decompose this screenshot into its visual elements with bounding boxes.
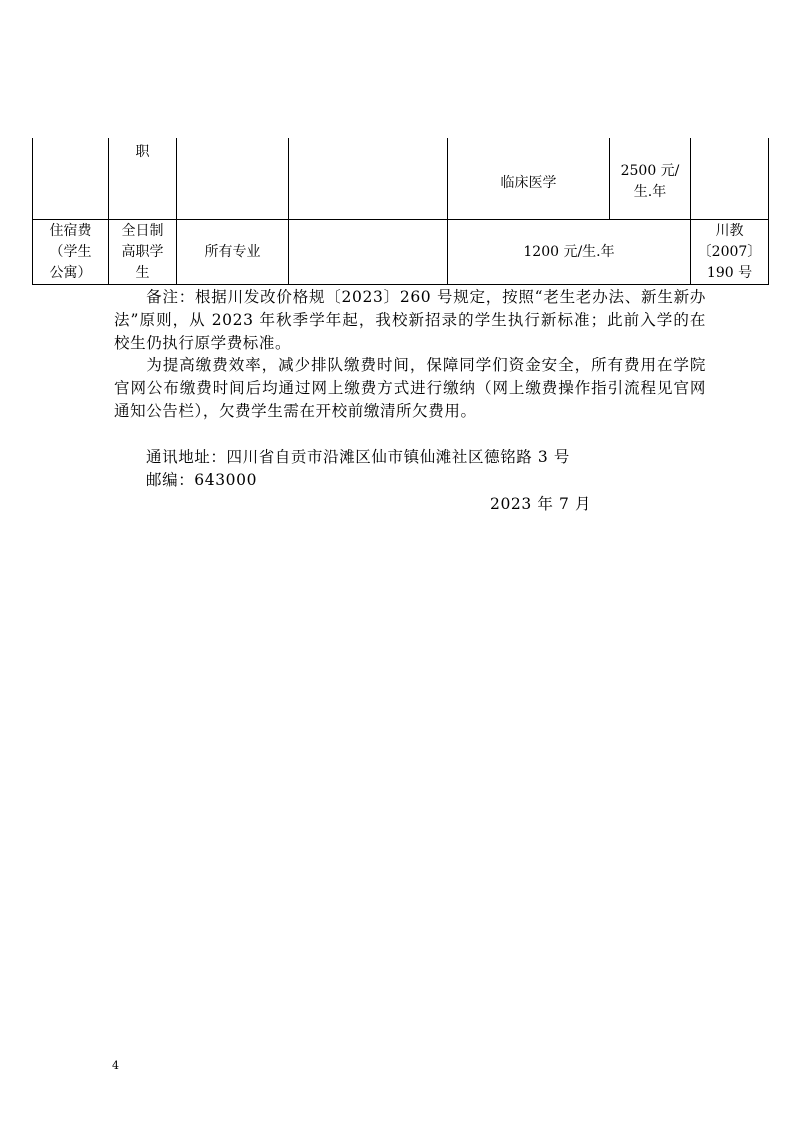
col-divider <box>288 138 289 285</box>
education-level-cell: 全日制 高职学 生 <box>121 222 164 281</box>
page-number: 4 <box>112 1059 119 1072</box>
remark-paragraph <box>114 286 706 355</box>
payment-paragraph <box>114 354 706 423</box>
education-level-cell: 职 <box>135 143 150 160</box>
fee-cell: 2500 元/ 生.年 <box>620 163 680 200</box>
address-line: 通讯地址：四川省自贡市沿滩区仙市镇仙滩社区德铭路 3 号 <box>146 448 571 466</box>
document-date: 2023 年 7 月 <box>490 495 592 513</box>
major-cell: 所有专业 <box>204 243 261 260</box>
major-cell: 临床医学 <box>500 174 557 191</box>
policy-basis-cell: 川教 〔2007〕 190 号 <box>697 222 762 281</box>
table-bottom-border <box>32 284 769 285</box>
payment-text: 为提高缴费效率，减少排队缴费时间，保障同学们资金安全，所有费用在学院官网公布缴费时间后均通过网上缴费方式进行缴纳（网上缴费操作指引流程见官网通知公告栏），欠费学生需在开校前缴清所欠费用。 <box>114 356 706 420</box>
remark-text: 备注：根据川发改价格规〔2023〕260 号规定，按照“老生老办法、新生新办法”原则，从 2023 年秋季学年起，我校新招录的学生执行新标准；此前入学的在校生仍执行原学费标准。 <box>114 288 706 352</box>
fee-category-cell: 住宿费 （学生 公寓） <box>49 222 92 281</box>
fee-cell: 1200 元/生.年 <box>523 243 615 260</box>
table-right-border <box>768 138 769 285</box>
fee-table <box>32 138 769 285</box>
postcode-line: 邮编：643000 <box>146 471 258 489</box>
